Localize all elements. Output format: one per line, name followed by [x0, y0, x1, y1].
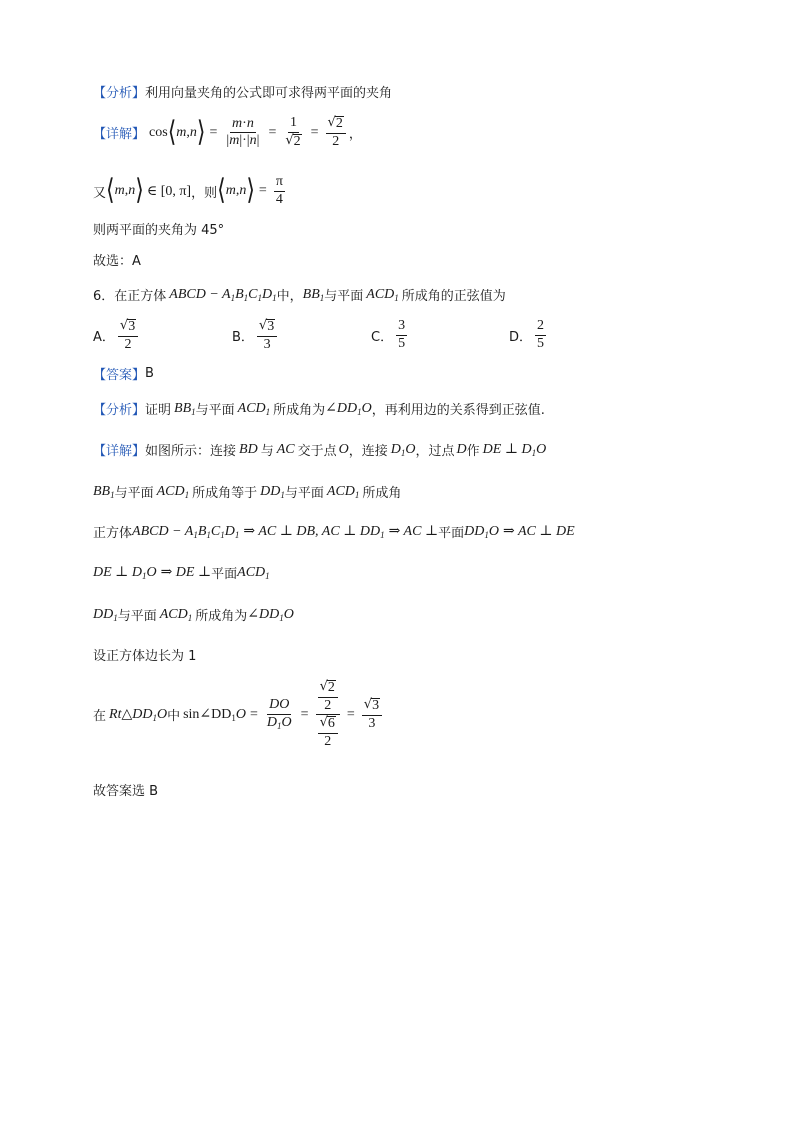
equals-4: =	[258, 183, 267, 199]
result-m: m	[225, 183, 236, 199]
option-a-den: 2	[124, 336, 132, 352]
option-a: A． √ 3 2	[93, 319, 141, 352]
option-a-label: A．	[93, 330, 115, 346]
equals-2: =	[268, 124, 277, 140]
num-n: n	[246, 115, 254, 131]
option-c	[371, 319, 410, 351]
den-two: 2	[332, 133, 340, 149]
four: 4	[275, 191, 283, 207]
num-m: m	[232, 115, 243, 131]
option-b-num: 3	[267, 319, 275, 334]
range-line: 又 ⟨ m , n ⟩ ∈ [0, π] ，则 ⟨ m , n ⟩ = $\frac{\pi}{4}$	[93, 174, 283, 207]
cos-fraction: $\frac{m\cdot n}{|m|\cdot|n|}$	[226, 115, 260, 149]
q6-detail-tag: 【详解】	[93, 444, 146, 459]
l2-end: 所成角	[362, 486, 402, 501]
range-m: m	[114, 183, 125, 199]
result-n: n	[239, 183, 247, 199]
sin-angle: sin∠DD	[183, 707, 232, 723]
analysis-text: 利用向量夹角的公式即可求得两平面的夹角	[145, 86, 393, 101]
option-b: B． √ 3 3	[232, 319, 280, 352]
angle-sine-text: 所成角的正弦值为	[401, 289, 506, 304]
q6-sine-computation: 在 $Rt\triangle DD_1O$ 中 $\sin\angle DD_1O$ = $\frac{DO}{D_1O}$ = √ 2 2 √ 6 2 = √ 3 3	[93, 680, 385, 750]
rt-triangle: Rt△DD	[109, 707, 153, 723]
analysis-line-1	[93, 82, 392, 101]
pi-over-4	[274, 175, 285, 207]
option-d-den: 5	[537, 335, 545, 351]
q6-detail-3: 正方体 ABCD − $A_1B_1C_1D_1$ ⇒ AC ⊥ DB, AC ⊥ $DD_1$ ⇒ AC ⊥ 平面 $DD_1O$ ⇒ AC ⊥ DE	[93, 523, 575, 541]
option-c-den: 5	[398, 335, 406, 351]
compound-fraction: √ 2 2 √ 6 2	[316, 680, 340, 750]
q6-detail-6: 设正方体边长为 1	[93, 649, 197, 664]
do-over-d1o: $\frac{DO}{D_1O}$	[266, 697, 292, 731]
l7-zhong: 中	[167, 709, 181, 725]
dot-op: ·	[242, 115, 247, 131]
l3-c: ⇒ AC ⊥	[388, 524, 439, 539]
option-a-num: 3	[128, 319, 136, 334]
right-angle-bracket: ⟩	[196, 115, 206, 149]
option-d	[509, 319, 549, 351]
range-n: n	[128, 183, 136, 199]
q6-zhong: 中，	[276, 289, 303, 304]
analysis-prefix: 证明	[145, 403, 172, 418]
root-2: 2	[293, 133, 301, 149]
option-d-num: 2	[535, 319, 546, 336]
you-text: 又	[93, 185, 107, 201]
l7-zai: 在	[93, 709, 107, 725]
option-c-num: 3	[396, 319, 407, 336]
angle-result: 则两平面的夹角为 45°	[93, 223, 225, 238]
root-2b: 2	[335, 116, 343, 131]
option-b-den: 3	[263, 336, 271, 352]
q6-detail-5: $DD_1$ 与平面 $ACD_1$ 所成角为 $\angle DD_1O$	[93, 606, 294, 624]
analysis-angle: ∠DD	[325, 401, 358, 416]
vector-n: n	[189, 124, 197, 140]
l3-b: ⇒ AC ⊥ DB, AC ⊥ DD	[243, 524, 381, 539]
detail-cos-formula: 【详解】 cos ⟨ m , n ⟩ = $\frac{m\cdot n}{|m|\cdot|n|}$ = 1 √ 2 = √ 2 2 ，	[93, 115, 362, 149]
root-6: 6	[327, 716, 335, 732]
final-answer: 故答案选 B	[93, 784, 159, 799]
answer-value: B	[145, 366, 154, 381]
q6-detail-1: 【详解】 如图所示：连接 BD 与 AC 交于点 O ，连接 $D_1O$ ，过点 D 作 DE ⊥ $D_1O$	[93, 441, 547, 459]
frac-one: 1	[288, 116, 299, 133]
vector-m: m	[176, 124, 187, 140]
q6-detail-2: $BB_1$ 与平面 $ACD_1$ 所成角等于 $DD_1$ 与平面 $ACD_1$ 所成角	[93, 483, 402, 501]
root2-over-2: √ 2 2	[326, 116, 346, 149]
yu-pingmian: 与平面	[324, 289, 364, 304]
root-3: 3	[372, 698, 380, 714]
left-angle-bracket: ⟨	[167, 115, 177, 149]
one-over-root2: 1 √ 2	[285, 115, 301, 149]
root3-over-3: √ 3 3	[362, 698, 382, 731]
analysis-suffix: ，再利用边的关系得到正弦值.	[371, 403, 545, 418]
q6-analysis-tag: 【分析】	[93, 403, 146, 418]
acd1: ACD	[366, 286, 395, 302]
detail-l1a: 如图所示：连接	[145, 444, 237, 459]
analysis-tag: 【分析】	[93, 86, 146, 101]
q6-analysis: 【分析】 证明 $BB_1$ 与平面 $ACD_1$ 所成角为 $\angle DD_1O$ ，再利用边的关系得到正弦值.	[93, 400, 545, 418]
den-m: m	[229, 133, 240, 149]
answer-tag: 【答案】	[93, 368, 146, 383]
choice-result: 故选：A	[93, 254, 141, 269]
analysis-mid: 所成角为	[273, 403, 326, 418]
option-c-label: C．	[371, 329, 394, 345]
equals-3: =	[310, 124, 319, 140]
l3-d: ⇒ AC ⊥ DE	[503, 524, 575, 539]
comma: ，	[348, 127, 362, 143]
equals: =	[209, 124, 218, 140]
detail-tag: 【详解】	[93, 127, 146, 143]
den-n: n	[249, 133, 257, 149]
bb1: BB	[302, 286, 320, 302]
option-b-label: B．	[232, 330, 254, 346]
q6-detail-4: DE ⊥ $D_1O$ ⇒ DE ⊥ 平面 $ACD_1$	[93, 564, 270, 582]
option-d-label: D．	[509, 329, 533, 345]
l3-a: 正方体	[93, 526, 133, 541]
question-6-stem: 6．在正方体 ABCD − $A_1B_1C_1D_1$ 中， $BB_1$ 与平面 $ACD_1$ 所成角的正弦值为	[93, 286, 506, 304]
l4-b: ⇒ DE ⊥	[160, 565, 212, 580]
then-text: ，则	[191, 185, 218, 201]
l2-mid: 所成角等于	[192, 486, 258, 501]
l4-a: DE ⊥ D	[93, 565, 142, 580]
do: DO	[267, 698, 291, 715]
q6-number: 6．在正方体	[93, 289, 167, 304]
interval: ∈ [0, π]	[146, 183, 192, 199]
cube-name: ABCD − A	[169, 286, 231, 302]
cos-label: cos	[149, 124, 168, 140]
l5-end: 所成角为	[195, 609, 248, 624]
pi: π	[274, 175, 285, 192]
answer-line	[93, 364, 154, 383]
